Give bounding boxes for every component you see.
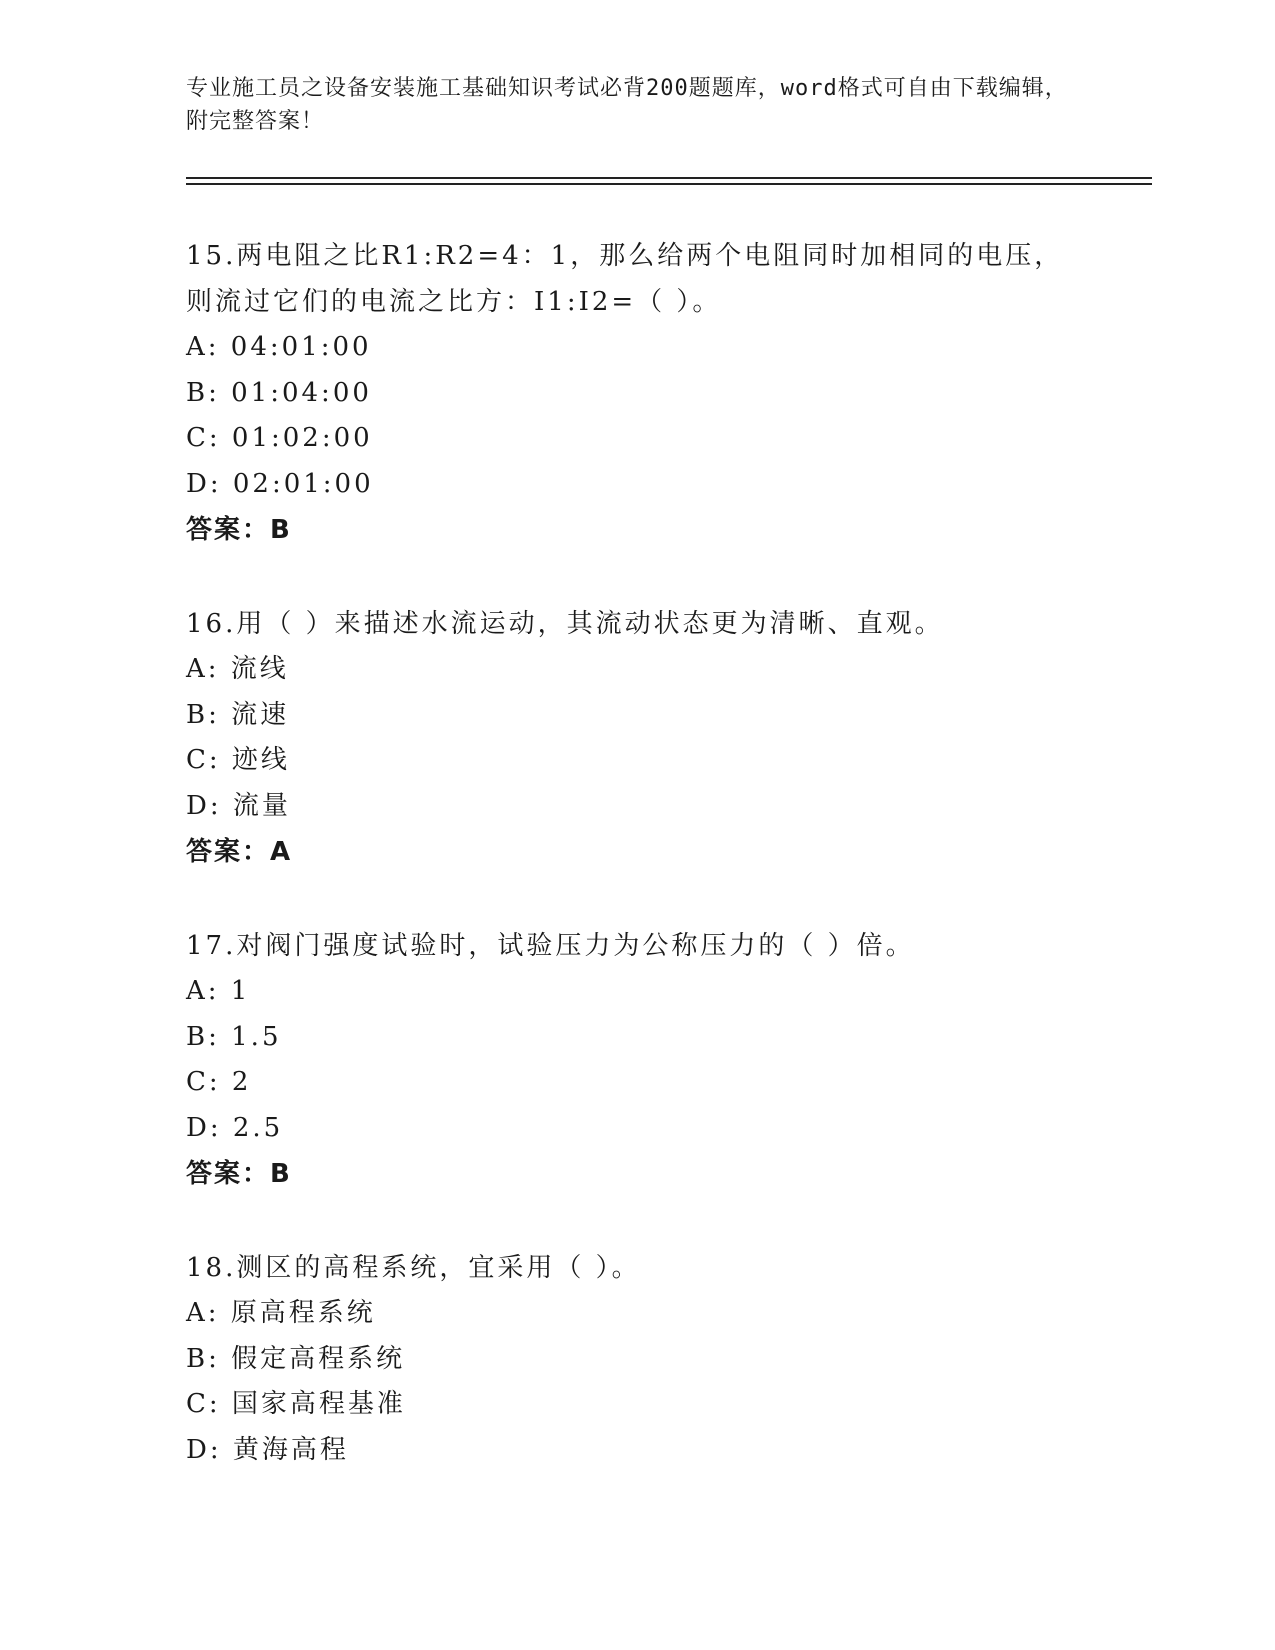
option-d: D: 流量: [186, 790, 291, 821]
option-d: D: 2.5: [186, 1112, 284, 1143]
question-stem: 18.测区的高程系统，宜采用（ ）。: [186, 1253, 641, 1283]
option-b: B: 1.5: [186, 1021, 282, 1052]
option-c: C: 国家高程基准: [186, 1389, 406, 1419]
header-divider-bottom: [186, 183, 1152, 185]
header-divider-top: [186, 177, 1152, 179]
option-a: A: 流线: [186, 654, 289, 684]
option-a: A: 04:01:00: [186, 332, 372, 362]
option-c: C: 01:02:00: [186, 423, 373, 453]
option-c: C: 2: [186, 1067, 252, 1097]
question-18: [186, 1245, 1086, 1473]
option-b: B: 流速: [186, 699, 290, 730]
question-16: [186, 601, 1086, 875]
question-17: [186, 923, 1086, 1197]
question-stem: 15.两电阻之比R1:R2=4：1，那么给两个电阻同时加相同的电压，则流过它们的电流之比方：I1:I2=（ ）。: [186, 241, 1064, 317]
option-d: D: 黄海高程: [186, 1434, 349, 1465]
answer-label: 答案：B: [186, 1159, 292, 1189]
question-15: [186, 233, 1086, 553]
option-d: D: 02:01:00: [186, 468, 374, 499]
option-b: B: 01:04:00: [186, 377, 372, 408]
option-a: A: 原高程系统: [186, 1298, 376, 1328]
question-stem: 16.用（ ）来描述水流运动，其流动状态更为清晰、直观。: [186, 609, 944, 639]
answer-label: 答案：B: [186, 515, 292, 545]
page-header-title: 专业施工员之设备安装施工基础知识考试必背200题题库，word格式可自由下载编辑，附完整答案！: [186, 76, 1068, 134]
question-stem: 17.对阀门强度试验时，试验压力为公称压力的（ ）倍。: [186, 931, 915, 961]
option-a: A: 1: [186, 976, 251, 1006]
option-c: C: 迹线: [186, 745, 290, 775]
option-b: B: 假定高程系统: [186, 1343, 406, 1374]
answer-label: 答案：A: [186, 837, 293, 867]
question-list: [186, 233, 1086, 1473]
